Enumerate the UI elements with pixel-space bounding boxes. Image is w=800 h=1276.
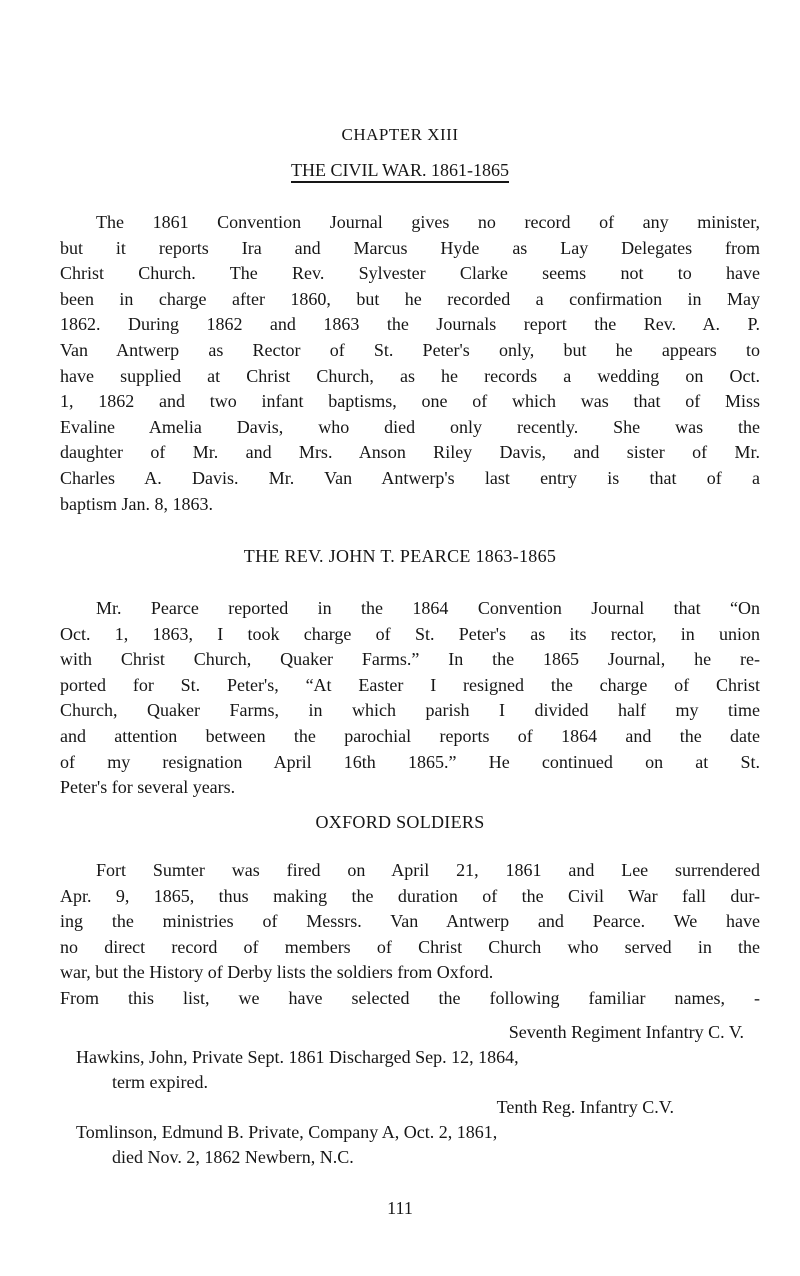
text-line: 1, 1862 and two infant baptisms, one of which was that of Miss (60, 391, 760, 412)
text-line: Van Antwerp as Rector of St. Peter's only, but he appears to (60, 339, 760, 360)
chapter-title (0, 160, 800, 181)
text-line: ing the ministries of Messrs. Van Antwerp and Pearce. We have (60, 911, 760, 932)
text-line: Apr. 9, 1865, thus making the duration of the Civil War fall dur- (60, 885, 760, 906)
text-line: daughter of Mr. and Mrs. Anson Riley Davis, and sister of Mr. (60, 442, 760, 463)
page-number: 111 (387, 1198, 413, 1218)
text-line: been in charge after 1860, but he recorded a confirmation in May (60, 288, 760, 309)
text-line: 1862. During 1862 and 1863 the Journals report the Rev. A. P. (60, 314, 760, 335)
text-line: Fort Sumter was fired on April 21, 1861 and Lee surrendered (96, 860, 760, 880)
chapter-title-text: THE CIVIL WAR. 1861-1865 (291, 160, 509, 183)
text-line: Peter's for several years. (60, 777, 236, 798)
text-line: Mr. Pearce reported in the 1864 Convention Journal that “On (96, 598, 760, 618)
regiment-heading: Seventh Regiment Infantry C. V. (508, 1022, 744, 1042)
text-line: with Christ Church, Quaker Farms.” In the 1865 Journal, he re- (60, 649, 760, 670)
paragraph-1 (60, 210, 760, 517)
text-line: ported for St. Peter's, “At Easter I resigned the charge of Christ (60, 674, 760, 695)
text-line: and attention between the parochial reports of 1864 and the date (60, 725, 760, 746)
section-heading-soldiers: OXFORD SOLDIERS (315, 812, 485, 832)
text-line: Charles A. Davis. Mr. Van Antwerp's last entry is that of a (60, 467, 760, 488)
text-line: Evaline Amelia Davis, who died only recently. She was the (60, 416, 760, 437)
soldier-entry-line: died Nov. 2, 1862 Newbern, N.C. (112, 1147, 354, 1167)
text-line: baptism Jan. 8, 1863. (60, 493, 213, 514)
text-line: The 1861 Convention Journal gives no record of any minister, (96, 212, 760, 232)
text-line: From this list, we have selected the following familiar names, - (60, 987, 760, 1008)
regiment-heading: Tenth Reg. Infantry C.V. (496, 1097, 674, 1117)
paragraph-3 (60, 858, 760, 1012)
text-line: have supplied at Christ Church, as he records a wedding on Oct. (60, 365, 760, 386)
soldier-list (76, 1020, 766, 1170)
chapter-number: CHAPTER XIII (341, 125, 459, 144)
text-line: no direct record of members of Christ Church who served in the (60, 936, 760, 957)
text-line: but it reports Ira and Marcus Hyde as Lay Delegates from (60, 237, 760, 258)
soldier-entry-line: Hawkins, John, Private Sept. 1861 Discharged Sep. 12, 1864, (76, 1047, 519, 1067)
text-line: Oct. 1, 1863, I took charge of St. Peter's as its rector, in union (60, 623, 760, 644)
section-heading-pearce: THE REV. JOHN T. PEARCE 1863-1865 (243, 546, 557, 566)
soldier-entry-line: term expired. (112, 1072, 208, 1092)
text-line: war, but the History of Derby lists the soldiers from Oxford. (60, 962, 494, 983)
text-line: Christ Church. The Rev. Sylvester Clarke seems not to have (60, 263, 760, 284)
soldier-entry-line: Tomlinson, Edmund B. Private, Company A, Oct. 2, 1861, (76, 1122, 498, 1142)
text-line: Church, Quaker Farms, in which parish I divided half my time (60, 700, 760, 721)
text-line: of my resignation April 16th 1865.” He continued on at St. (60, 751, 760, 772)
paragraph-2 (60, 596, 760, 801)
